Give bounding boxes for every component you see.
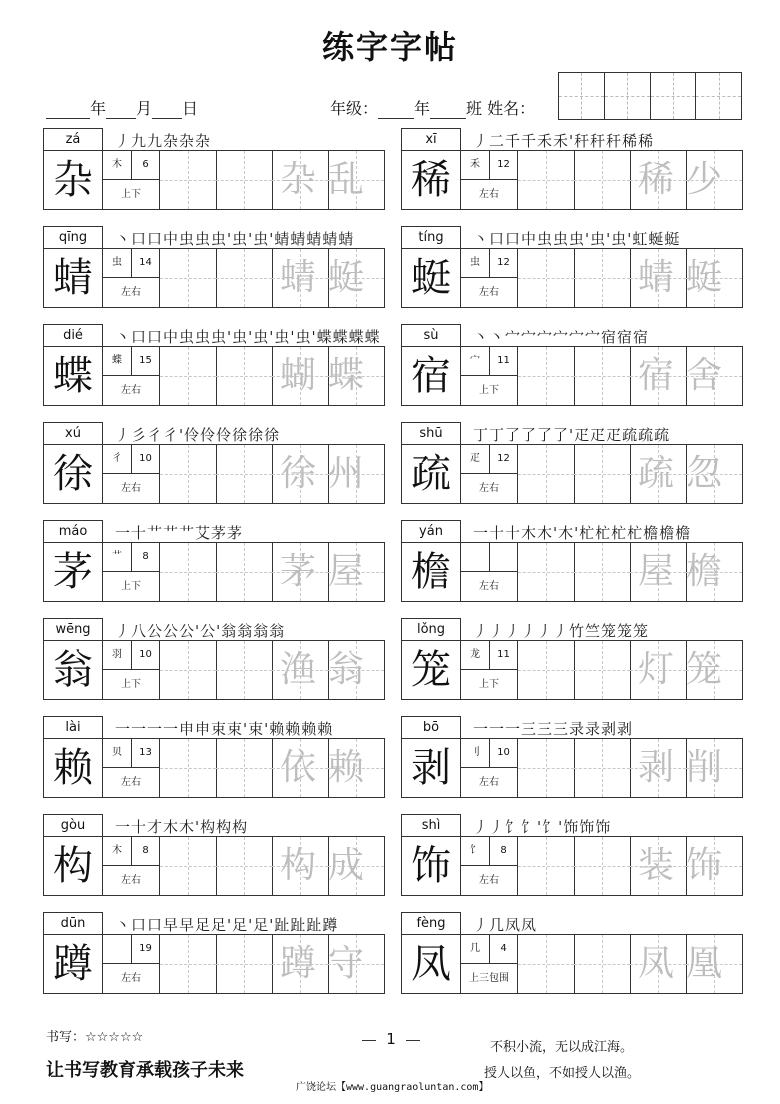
entry-header [43,618,383,642]
practice-cell[interactable] [160,543,217,601]
char-entry [43,128,383,210]
practice-cell[interactable] [518,837,575,895]
practice-cell[interactable] [160,445,217,503]
model-character: 稀 [402,151,461,209]
model-character: 赖 [44,739,103,797]
char-info [103,837,160,895]
practice-row [43,542,385,602]
month-blank[interactable] [106,102,136,119]
practice-cell[interactable] [160,641,217,699]
practice-row [43,248,385,308]
stroke-count: 11 [490,641,517,670]
trace-word: 剥削 [637,747,734,788]
radical: 木 [103,837,132,866]
char-entry [43,716,383,798]
stroke-count: 12 [490,445,517,474]
structure: 左右 [479,875,499,886]
practice-cell[interactable] [518,543,575,601]
model-character: 宿 [402,347,461,405]
pinyin: fèng [401,912,461,935]
stroke-count: 12 [490,249,517,278]
char-info [461,837,518,895]
model-character: 杂 [44,151,103,209]
structure: 上下 [479,679,499,690]
pinyin: shū [401,422,461,445]
model-character: 蜓 [402,249,461,307]
name-cell[interactable] [559,73,605,119]
char-info [103,445,160,503]
practice-row [401,836,743,896]
char-entry [401,912,741,994]
name-cell[interactable] [651,73,697,119]
practice-cell[interactable] [574,445,631,503]
date-year-label: 年 [90,99,107,118]
char-entry [43,226,383,308]
model-character: 疏 [402,445,461,503]
practice-cell[interactable] [574,935,631,993]
char-entry [401,324,741,406]
practice-cell[interactable] [160,739,217,797]
structure: 左右 [121,287,141,298]
practice-row [401,248,743,308]
practice-cell[interactable] [518,151,575,209]
char-entry [401,716,741,798]
pinyin: shì [401,814,461,837]
stroke-order: 丿二千千禾禾'秆秆秆稀稀 [473,132,655,150]
char-entry [401,520,741,602]
pinyin: tíng [401,226,461,249]
practice-cell[interactable] [574,641,631,699]
entry-header [401,520,741,544]
entry-header [401,618,741,642]
grade-blank[interactable] [378,102,414,119]
stroke-order: 丿丿丿丿丿丿竹竺笼笼笼 [473,622,650,640]
radical [103,935,132,964]
char-info [461,543,518,601]
char-entry [401,226,741,308]
char-info [461,347,518,405]
radical: 饣 [461,837,490,866]
char-entry [401,422,741,504]
stroke-order: 丿九九杂杂杂 [115,132,212,150]
practice-cell[interactable] [160,837,217,895]
char-info [461,641,518,699]
trace-word: 茅屋 [279,551,376,592]
name-label: 姓名： [487,99,536,118]
practice-cell[interactable] [518,347,575,405]
trace-word: 依赖 [279,747,376,788]
trace-word: 杂乱 [279,159,376,200]
entry-header [43,128,383,152]
date-day-label: 日 [182,99,199,118]
char-entry [43,324,383,406]
model-character: 笼 [402,641,461,699]
entry-header [401,912,741,936]
practice-row [401,346,743,406]
trace-word: 稀少 [637,159,734,200]
structure: 左右 [479,777,499,788]
trace-word: 屋檐 [637,551,734,592]
trace-word: 凤凰 [637,943,734,984]
pinyin: xú [43,422,103,445]
char-info [103,347,160,405]
entry-header [43,912,383,936]
char-info [461,249,518,307]
stroke-count: 10 [132,445,159,474]
radical: 几 [461,935,490,964]
stroke-count: 15 [132,347,159,376]
radical: 虫 [103,249,132,278]
trace-word: 徐州 [279,453,376,494]
stroke-count: 12 [490,151,517,180]
practice-cell[interactable] [216,641,273,699]
entry-header [43,716,383,740]
pinyin: lǒng [401,618,461,641]
structure: 左右 [121,483,141,494]
practice-cell[interactable] [518,249,575,307]
stroke-order: 丶口口早早足足'足'足'趾趾趾蹲 [115,916,339,934]
entry-header [401,422,741,446]
entry-header [43,520,383,544]
entry-header [43,422,383,446]
model-character: 剥 [402,739,461,797]
trace-word: 宿舍 [637,355,734,396]
stroke-order: 丿彡彳彳'伶伶伶徐徐徐 [115,426,281,444]
practice-cell[interactable] [574,347,631,405]
structure: 上三包围 [469,973,509,984]
class-line [330,96,535,119]
practice-cell[interactable] [216,739,273,797]
structure: 左右 [121,875,141,886]
stroke-count: 10 [132,641,159,670]
practice-cell[interactable] [518,445,575,503]
stroke-count: 6 [132,151,159,180]
practice-row [401,738,743,798]
pinyin: máo [43,520,103,543]
entry-header [43,324,383,348]
structure: 上下 [121,581,141,592]
char-info [103,641,160,699]
stroke-count: 8 [132,837,159,866]
structure: 上下 [121,679,141,690]
grade-year-label: 年 [414,99,431,118]
structure: 上下 [479,385,499,396]
practice-row [401,444,743,504]
stroke-order: 一十才木木'构构构 [115,818,249,836]
pinyin: qīng [43,226,103,249]
trace-word: 蜻蜓 [279,257,376,298]
practice-cell[interactable] [574,837,631,895]
practice-cell[interactable] [216,249,273,307]
practice-cell[interactable] [216,151,273,209]
model-character: 檐 [402,543,461,601]
practice-cell[interactable] [574,739,631,797]
entry-header [43,226,383,250]
char-entry [43,618,383,700]
entry-header [401,128,741,152]
char-entry [43,912,383,994]
site-credit: 广饶论坛【www.guangraoluntan.com】 [296,1082,489,1093]
structure: 左右 [479,483,499,494]
name-cell[interactable] [696,73,741,119]
char-entry [43,520,383,602]
structure: 左右 [479,581,499,592]
stroke-count: 19 [132,935,159,964]
entry-header [401,716,741,740]
pinyin: lài [43,716,103,739]
model-character: 蹲 [44,935,103,993]
practice-cell[interactable] [216,445,273,503]
stroke-order: 丁丁了了了了'疋疋疋疏疏疏 [473,426,671,444]
stroke-count: 10 [490,739,517,768]
model-character: 凤 [402,935,461,993]
structure: 上下 [121,189,141,200]
entry-header [43,814,383,838]
stroke-count: 8 [490,837,517,866]
practice-cell[interactable] [216,935,273,993]
stroke-order: 一一一一申申束束'束'赖赖赖赖 [115,720,334,738]
model-character: 构 [44,837,103,895]
practice-row [401,934,743,994]
trace-word: 蜻蜓 [637,257,734,298]
radical: 禾 [461,151,490,180]
model-character: 蜻 [44,249,103,307]
pinyin: zá [43,128,103,151]
practice-cell[interactable] [518,935,575,993]
structure: 左右 [121,385,141,396]
practice-cell[interactable] [574,249,631,307]
char-info [103,543,160,601]
practice-row [43,640,385,700]
char-info [461,935,518,993]
structure: 左右 [121,973,141,984]
char-info [461,445,518,503]
practice-cell[interactable] [160,347,217,405]
practice-cell[interactable] [216,347,273,405]
stroke-count: 8 [132,543,159,572]
practice-cell[interactable] [216,543,273,601]
practice-row [43,934,385,994]
page-title: 练字字帖 [321,28,458,66]
practice-row [43,444,385,504]
pinyin: sù [401,324,461,347]
entry-header [401,814,741,838]
stroke-order: 丶丶宀宀宀宀宀宀宿宿宿 [473,328,650,346]
trace-word: 疏忽 [637,453,734,494]
radical: 疋 [461,445,490,474]
trace-word: 灯笼 [637,649,734,690]
char-info [103,935,160,993]
radical [461,543,490,572]
model-character: 翁 [44,641,103,699]
model-character: 徐 [44,445,103,503]
radical: 贝 [103,739,132,768]
radical: 刂 [461,739,490,768]
practice-row [43,150,385,210]
stroke-order: 丶口口中虫虫虫'虫'虫'虹蜒蜓 [473,230,681,248]
char-entry [401,128,741,210]
radical: 木 [103,151,132,180]
structure: 左右 [121,777,141,788]
stroke-count: 11 [490,347,517,376]
pinyin: bō [401,716,461,739]
char-entry [43,814,383,896]
structure: 左右 [479,189,499,200]
practice-cell[interactable] [160,935,217,993]
quote-1: 不积小流，无以成江海。 [490,1040,634,1055]
trace-word: 蝴蝶 [279,355,376,396]
model-character: 蝶 [44,347,103,405]
pinyin: gòu [43,814,103,837]
class-blank[interactable] [430,102,466,119]
stroke-order: 丿八公公公'公'翁翁翁翁 [115,622,286,640]
stroke-order: 一十艹艹艹艾茅茅 [115,524,244,542]
practice-row [43,836,385,896]
pinyin: dié [43,324,103,347]
practice-row [401,150,743,210]
practice-row [401,640,743,700]
entry-header [401,324,741,348]
model-character: 饰 [402,837,461,895]
practice-cell[interactable] [574,543,631,601]
day-blank[interactable] [152,102,182,119]
name-grid[interactable] [558,72,742,120]
char-entry [401,814,741,896]
stroke-order: 一一一三三三录录剥剥 [473,720,634,738]
date-line [46,96,198,119]
quote-2: 授人以鱼，不如授人以渔。 [484,1066,641,1081]
practice-row [401,542,743,602]
char-info [103,151,160,209]
date-month-label: 月 [136,99,153,118]
trace-word: 构成 [279,845,376,886]
pinyin: dūn [43,912,103,935]
stroke-count [490,543,517,572]
pinyin: wēng [43,618,103,641]
stroke-order: 丿丿饣饣'饣'饰饰饰 [473,818,612,836]
stroke-order: 丶口口中虫虫虫'虫'虫'蜻蜻蜻蜻蜻 [115,230,355,248]
stroke-order: 丶口口中虫虫虫'虫'虫'虫'虫'蝶蝶蝶蝶 [115,328,381,346]
radical: 蝶 [103,347,132,376]
practice-cell[interactable] [160,151,217,209]
structure: 左右 [479,287,499,298]
grade-label: 年级： [330,99,379,118]
char-info [103,739,160,797]
stroke-count: 13 [132,739,159,768]
radical: 宀 [461,347,490,376]
radical: 虫 [461,249,490,278]
practice-cell[interactable] [518,641,575,699]
trace-word: 渔翁 [279,649,376,690]
practice-cell[interactable] [216,837,273,895]
name-cell[interactable] [605,73,651,119]
stroke-order: 丿几凤凤 [473,916,538,934]
trace-word: 蹲守 [279,943,376,984]
rating: 书写：☆☆☆☆☆ [46,1030,144,1045]
char-entry [43,422,383,504]
char-info [461,739,518,797]
radical: 艹 [103,543,132,572]
radical: 彳 [103,445,132,474]
stroke-order: 一十十木木'木'杧杧杧杧檐檐檐 [473,524,692,542]
stroke-count: 14 [132,249,159,278]
class-label: 班 [466,99,483,118]
model-character: 茅 [44,543,103,601]
radical: 龙 [461,641,490,670]
practice-cell[interactable] [160,249,217,307]
slogan: 让书写教育承载孩子未来 [46,1060,244,1081]
entry-header [401,226,741,250]
trace-word: 装饰 [637,845,734,886]
practice-row [43,346,385,406]
pinyin: yán [401,520,461,543]
radical: 羽 [103,641,132,670]
char-info [461,151,518,209]
page-number: 1 [366,1030,416,1048]
stroke-count: 4 [490,935,517,964]
pinyin: xī [401,128,461,151]
year-blank[interactable] [46,102,90,119]
char-entry [401,618,741,700]
char-info [103,249,160,307]
practice-cell[interactable] [574,151,631,209]
practice-row [43,738,385,798]
practice-cell[interactable] [518,739,575,797]
